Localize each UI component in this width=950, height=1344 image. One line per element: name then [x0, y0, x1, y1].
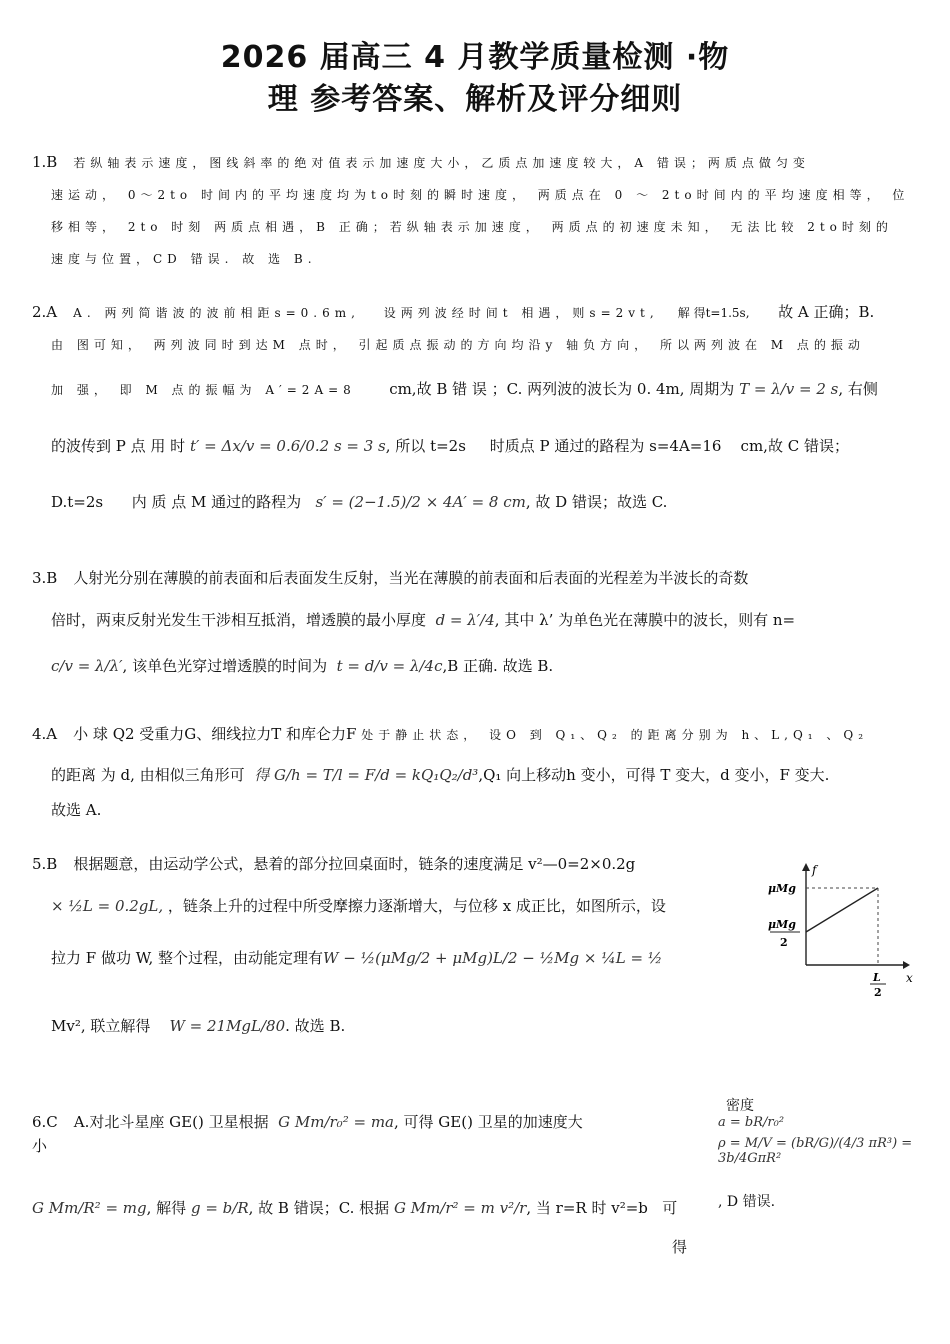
- y-axis-arrow: [802, 863, 810, 871]
- text-line: 内 质 点 M 通过的路程为: [131, 493, 302, 511]
- text-line: , 可得 GE() 卫星的加速度大: [393, 1113, 583, 1131]
- y-tick-label: 2: [780, 936, 788, 949]
- text-line: , 右侧: [838, 380, 878, 398]
- text-line: , 当 r=R 时 v²=b: [526, 1199, 648, 1217]
- text-line: 故 A 正确；B.: [778, 303, 875, 321]
- question-number: 2.A: [32, 303, 58, 321]
- y-tick-label: μMg: [768, 882, 796, 895]
- text-line: 设两列波经时间t 相遇，则s=2vt,: [383, 306, 659, 320]
- text-line: 处于静止状态， 设O 到 Q₁、Q₂ 的距离分别为 h、L,Q₁ 、Q₂: [361, 728, 869, 742]
- text-line: 故选 A.: [51, 801, 102, 819]
- formula-energy: W − ½(μMg/2 + μMg)L/2 − ½Mg × ¼L = ½: [323, 949, 663, 967]
- text-line: D.t=2s: [51, 493, 104, 511]
- question-number: 4.A: [32, 725, 58, 743]
- text-line: 得: [672, 1238, 688, 1256]
- text-line: , 其中 λ’ 为单色光在薄膜中的波长，则有 n=: [494, 611, 796, 629]
- formula-period: T = λ/v = 2 s: [739, 380, 839, 398]
- text-line: 速度与位置，CD 错误. 故 选 B.: [51, 252, 317, 266]
- text-line: 小: [32, 1137, 48, 1155]
- y-tick-label: μMg: [768, 918, 796, 931]
- formula-orbit: G Mm/r² = m v²/r: [393, 1199, 527, 1217]
- question-number: 6.C: [32, 1113, 58, 1131]
- text-line: , 解得: [146, 1199, 187, 1217]
- text-line: , D 错误.: [718, 1194, 776, 1210]
- formula-velocity: × ½L = 0: [51, 897, 125, 915]
- text-line: ,Q₁ 向上移动h 变小，可得 T 变大，d 变小，F 变大.: [478, 766, 830, 784]
- page-title-line2: 理 参考答案、解析及评分细则: [267, 82, 683, 117]
- question-2: [32, 296, 912, 530]
- question-4: [32, 718, 912, 821]
- friction-displacement-graph: [766, 860, 916, 1000]
- formula-path: s′ = (2−1.5)/2 × 4A′ = 8 cm: [315, 493, 526, 511]
- text-line: , 所以 t=2s: [385, 437, 466, 455]
- text-line: A.对北斗星座 GE() 卫星根据: [73, 1113, 269, 1131]
- formula-time: t′ = Δx/v = 0.6/0.2 s = 3 s: [189, 437, 386, 455]
- text-line: 解 得t=1.5s,: [677, 306, 750, 320]
- question-6-density-block: [718, 1095, 918, 1210]
- text-line: 加 强， 即 M 点的振幅为 A′=2A=8: [51, 383, 356, 397]
- question-6: [32, 1106, 722, 1256]
- text-line: cm,故 B 错 误 ；C. 两列波的波长为 0. 4m, 周期为: [389, 380, 735, 398]
- question-3: 3.B 人射光分别在薄膜的前表面和后表面发生反射，当光在薄膜的前表面和后表面的光程差为半波长的奇数 倍时，两束反射光发生干涉相互抵消，增透膜的最小厚度 d = λ′/4, 其中 λ’ 为单色光在薄膜中的波长，则有 n= c/v = λ/λ′, 该单色光穿过增透膜的时间为 t = d/v = λ/4c,B 正确. 故选 B.: [32, 569, 796, 675]
- page-title-line1: 2026 届高三 4 月教学质量检测 ·物: [220, 40, 730, 75]
- text-line: 小 球 Q2 受重力G、细线拉力T 和库仑力F: [73, 725, 357, 743]
- text-line: ,B 正确. 故选 B.: [442, 657, 554, 675]
- text-line: 根据题意，由运动学公式，悬着的部分拉回桌面时，链条的速度满足 v²—0=2×0.2g: [73, 855, 636, 873]
- text-line: 该单色光穿过增透膜的时间为: [132, 657, 328, 675]
- text-line: 移相等， 2to 时刻 两质点相遇，B 正确；若纵轴表示加速度， 两质点的初速度未知， 无法比较 2to时刻的: [51, 220, 893, 234]
- text-line: A. 两列简谐波的波前相距s=0.6m,: [73, 306, 360, 320]
- formula-traverse-time: t = d/v = λ/4c: [336, 657, 443, 675]
- text-line: 的波传到 P 点 用 时: [51, 437, 186, 455]
- friction-line: [806, 888, 878, 932]
- text-line: .2gL,: [124, 897, 164, 915]
- density-label: 密度: [726, 1098, 754, 1114]
- y-axis-label: f: [812, 863, 817, 877]
- formula-index: c/v = λ/λ′: [51, 657, 123, 675]
- x-axis-arrow: [903, 961, 910, 969]
- formula-work: W = 21MgL/80: [169, 1017, 286, 1035]
- text-line: 若纵轴表示速度，图线斜率的绝对值表示加速度大小，乙质点加速度较大，A 错误；两质点做匀变: [73, 156, 810, 170]
- x-tick-label: 2: [874, 986, 882, 999]
- text-line: 人射光分别在薄膜的前表面和后表面发生反射，当光在薄膜的前表面和后表面的光程差为半波长的奇数: [73, 569, 749, 587]
- x-axis-label: x: [906, 971, 913, 985]
- formula-similar-triangles: 得 G/h = T/l = F/d = kQ₁Q₂/d³: [254, 766, 479, 784]
- text-line: ，链条上升的过程中所受摩擦力逐渐增大，与位移 x 成正比，如图所示，设: [167, 897, 666, 915]
- question-number: 3.B: [32, 569, 58, 587]
- question-5: [32, 848, 752, 1062]
- text-line: 倍时，两束反射光发生干涉相互抵消，增透膜的最小厚度: [51, 611, 427, 629]
- text-line: . 故选 B.: [285, 1017, 346, 1035]
- text-line: 速运动， 0～2to 时间内的平均速度均为to时刻的瞬时速度， 两质点在 0 ～ 2to时间内的平均速度相等， 位: [51, 188, 910, 202]
- text-line: 可: [662, 1199, 678, 1217]
- text-line: , 故 B 错误；C. 根据: [248, 1199, 390, 1217]
- question-number: 5.B: [32, 855, 58, 873]
- formula-g: g = b/R: [190, 1199, 249, 1217]
- text-line: 拉力 F 做功 W, 整个过程，由动能定理有: [51, 949, 324, 967]
- x-tick-label: L: [873, 971, 881, 984]
- text-line: 的距离 为 d, 由相似三角形可: [51, 766, 245, 784]
- text-line: cm,故 C 错误；: [740, 437, 849, 455]
- text-line: Mv², 联立解得: [51, 1017, 151, 1035]
- formula-acceleration: a = bR/r₀²: [718, 1115, 785, 1130]
- formula-gravitation: G Mm/r₀² = ma: [278, 1113, 394, 1131]
- text-line: , 故 D 错误；故选 C.: [525, 493, 668, 511]
- text-line: 由 图可知， 两列波同时到达M 点时， 引起质点振动的方向均沿y 轴负方向， 所以两列波在 M 点的振动: [51, 338, 865, 352]
- question-number: 1.B: [32, 153, 58, 171]
- formula-surface-gravity: G Mm/R² = mg: [32, 1199, 147, 1217]
- question-1: [32, 146, 912, 275]
- text-line: 时质点 P 通过的路程为 s=4A=16: [489, 437, 722, 455]
- formula-density: ρ = M/V = (bR/G)/(4/3 πR³) = 3b/4GπR²: [718, 1136, 913, 1166]
- formula-thickness: d = λ′/4: [435, 611, 495, 629]
